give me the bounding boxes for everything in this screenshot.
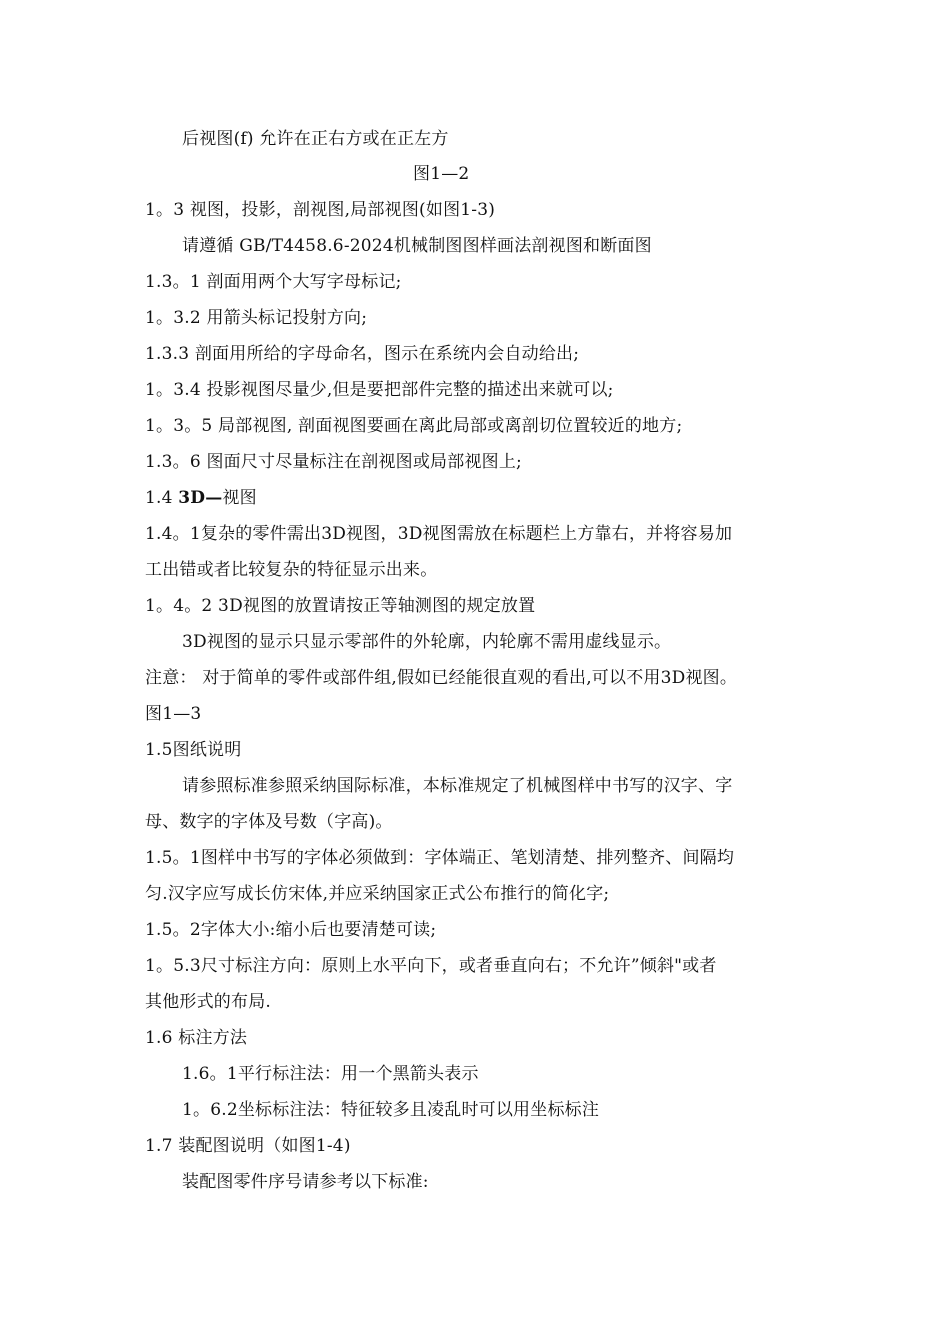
paragraph-3d-display: 3D视图的显示只显示零部件的外轮廓，内轮廓不需用虚线显示。 <box>182 632 672 652</box>
item-1-4-2: 1。4。2 3D视图的放置请按正等轴测图的规定放置 <box>145 596 536 616</box>
item-1-3-3: 1.3.3 剖面用所给的字母命名，图示在系统内会自动给出; <box>145 344 580 364</box>
heading-1-4-3d: 3D— <box>178 488 223 508</box>
heading-1-6: 1.6 标注方法 <box>145 1028 248 1048</box>
paragraph-1-5-line2: 母、数字的字体及号数（字高)。 <box>145 812 393 832</box>
item-1-3-4: 1。3.4 投影视图尽量少,但是要把部件完整的描述出来就可以; <box>145 380 614 400</box>
paragraph-1-5-line1: 请参照标准参照采纳国际标准，本标准规定了机械图样中书写的汉字、字 <box>182 776 733 796</box>
item-1-3-5: 1。3。5 局部视图, 剖面视图要画在离此局部或离剖切位置较近的地方; <box>145 416 683 436</box>
heading-1-4 <box>145 486 810 510</box>
item-1-3-1: 1.3。1 剖面用两个大写字母标记; <box>145 272 402 292</box>
item-1-3-6: 1.3。6 图面尺寸尽量标注在剖视图或局部视图上; <box>145 452 522 472</box>
heading-1-7: 1.7 装配图说明（如图1-4) <box>145 1136 351 1156</box>
item-1-4-1-line2: 工出错或者比较复杂的特征显示出来。 <box>145 560 438 580</box>
item-1-6-1: 1.6。1平行标注法：用一个黑箭头表示 <box>182 1064 479 1084</box>
item-1-5-3-line1: 1。5.3尺寸标注方向：原则上水平向下，或者垂直向右；不允许”倾斜"或者 <box>145 956 717 976</box>
item-1-5-2: 1.5。2字体大小:缩小后也要清楚可读; <box>145 920 437 940</box>
item-1-3-2: 1。3.2 用箭头标记投射方向; <box>145 308 368 328</box>
item-1-4-1-line1: 1.4。1复杂的零件需出3D视图，3D视图需放在标题栏上方靠右，并将容易加 <box>145 524 733 544</box>
item-1-5-1-line1: 1.5。1图样中书写的字体必须做到：字体端正、笔划清楚、排列整齐、间隔均 <box>145 848 735 868</box>
paragraph-rear-view: 后视图(f) 允许在正右方或在正左方 <box>182 129 449 149</box>
item-1-5-1-line2: 匀.汉字应写成长仿宋体,并应采纳国家正式公布推行的简化字; <box>145 884 610 904</box>
heading-1-4-title: 视图 <box>222 488 257 508</box>
figure-caption-text: 图1—2 <box>413 164 470 184</box>
heading-1-4-number: 1.4 <box>145 488 179 508</box>
item-1-6-2: 1。6.2坐标标注法：特征较多且凌乱时可以用坐标标注 <box>182 1100 600 1120</box>
figure-caption-1-3: 图1—3 <box>145 704 202 724</box>
heading-1-5: 1.5图纸说明 <box>145 740 242 760</box>
heading-1-3: 1。3 视图，投影，剖视图,局部视图(如图1-3) <box>145 200 496 220</box>
note-paragraph: 注意： 对于简单的零件或部件组,假如已经能很直观的看出,可以不用3D视图。 <box>145 668 738 688</box>
paragraph-standard-ref: 请遵循 GB/T4458.6-2024机械制图图样画法剖视图和断面图 <box>182 236 652 256</box>
paragraph-assembly: 装配图零件序号请参考以下标准: <box>182 1172 429 1192</box>
item-1-5-3-line2: 其他形式的布局. <box>145 992 272 1012</box>
